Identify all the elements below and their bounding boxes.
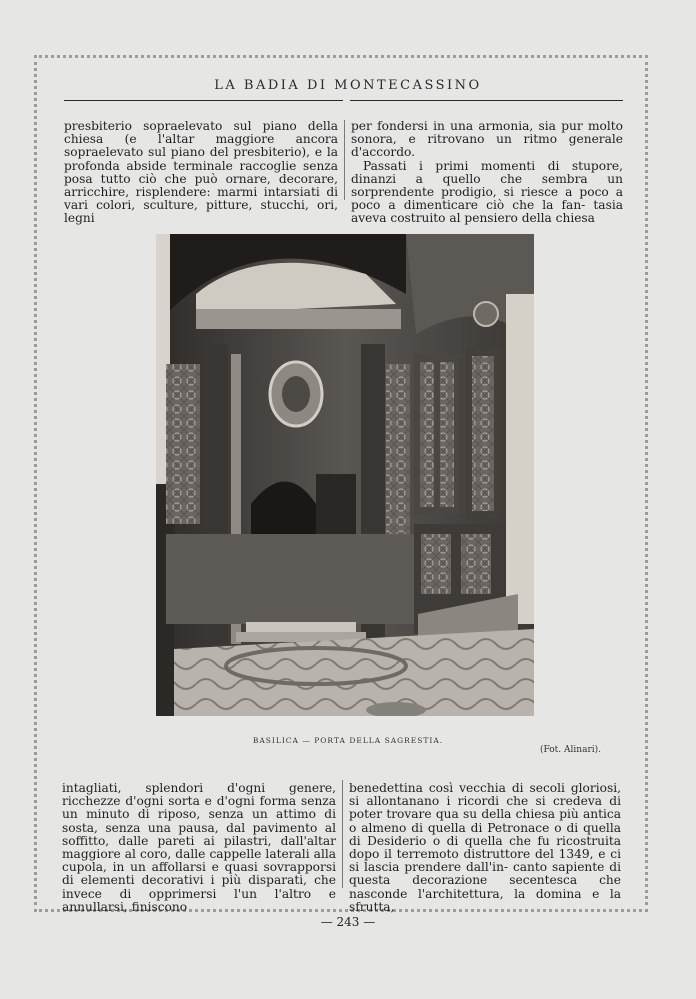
- text-line: o di quella che fu ricostruita dopo il terremoto: [349, 833, 622, 862]
- page-number: — 243 —: [320, 915, 376, 929]
- text-line: benedettina così vecchia di secoli gloriosi, si: [349, 781, 621, 809]
- text-line: distruttore del 1349, e ci si lascia prendere dall'in-: [349, 847, 622, 875]
- text-line: allontanano i ricordi che si credeva di poter: [349, 794, 621, 822]
- paragraph: [64, 120, 338, 226]
- text-line: pavimento al soffitto, dalle pareti ai pilastri,: [62, 820, 336, 848]
- photo-credit: (Fot. Alinari).: [540, 745, 601, 755]
- text-line: canto sapiente di questa decorazione secentesca: [349, 860, 621, 888]
- text-line: tasia aveva costruito al pensiero della chiesa: [351, 198, 623, 226]
- text-line: decorare, arricchire, risplendere: marmi intarsiati: [64, 171, 338, 200]
- paragraph: [349, 782, 621, 914]
- photo-illustration: [156, 234, 534, 716]
- column-divider: [344, 120, 345, 200]
- text-line: per fondersi in una armonia, sia pur molto sonora,: [351, 119, 623, 147]
- paragraph: [351, 120, 623, 160]
- bottom-left-column: [62, 782, 336, 914]
- top-right-column: [351, 120, 623, 226]
- text-line: di quella di Petronace o di quella di Desiderio: [349, 820, 621, 848]
- top-left-column: [64, 120, 338, 226]
- header-rule-right: [350, 100, 623, 101]
- text-line: dall'altar maggiore al coro, dalle cappelle laterali: [62, 833, 336, 862]
- text-line: trovare qua su della chiesa più antica o almeno: [349, 807, 622, 835]
- text-line: del presbiterio), e la profonda abside terminale: [64, 145, 338, 173]
- header-rule-left: [64, 100, 343, 101]
- running-head: LA BADIA DI MONTECASSINO: [214, 78, 482, 93]
- text-line: presbiterio sopraelevato sul piano della chiesa: [64, 119, 338, 147]
- figure-caption: BASILICA — PORTA DELLA SAGRESTIA.: [252, 736, 444, 745]
- text-line: e ritrovano un ritmo generale d'accordo.: [351, 132, 623, 160]
- bottom-right-column: [349, 782, 621, 914]
- text-line: riesce a poco a poco a dimenticare ciò che la fan-: [351, 185, 624, 213]
- paragraph: [62, 782, 336, 914]
- text-line: (e l'altar maggiore ancora sopraelevato sul piano: [64, 132, 338, 160]
- text-line: senza un attimo di sosta, senza una pausa, dal: [62, 807, 336, 835]
- text-line: di vari colori, sculture, pitture, stucchi, ori, legni: [64, 185, 339, 226]
- text-line: di opprimersi l'un l'altro e annullarsi, finiscono: [62, 886, 336, 914]
- text-line: sorta e d'ogni forma senza un minuto di riposo,: [62, 794, 336, 822]
- text-line: di elementi decorativi i più disparati, che invece: [62, 873, 336, 901]
- paragraph: [351, 160, 623, 226]
- text-line: alla cupola, in un affollarsi e quasi sovrapporsi: [62, 847, 336, 875]
- text-line: quello che sembra un sorprendente prodigio, si: [351, 171, 624, 200]
- sacristy-door-photo: [156, 234, 534, 716]
- text-line: raccoglie senza posa tutto ciò che può ornare,: [64, 158, 338, 186]
- column-divider: [342, 780, 343, 888]
- text-line: che nasconde l'architettura, la domina e la sfrutta,: [349, 873, 621, 914]
- text-line: intagliati, splendori d'ogni genere, ricchezze d'ogni: [62, 781, 336, 809]
- text-line: Passati i primi momenti di stupore, dinanzi a: [351, 158, 623, 186]
